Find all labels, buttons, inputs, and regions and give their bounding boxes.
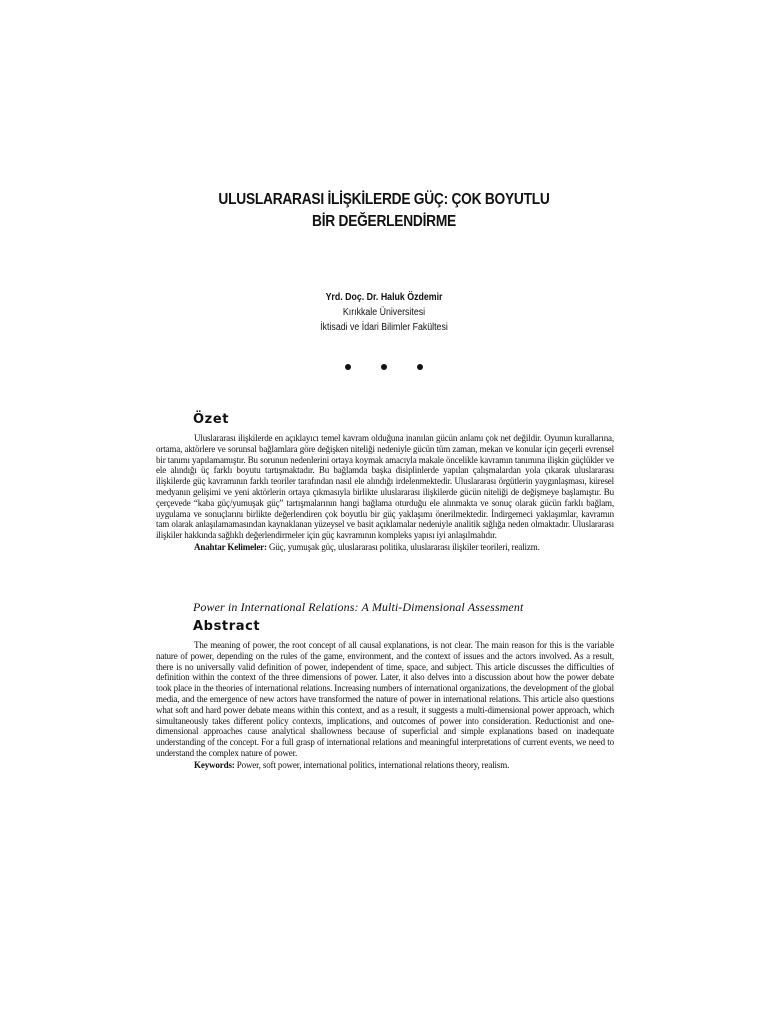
separator-dot	[345, 364, 351, 370]
section-separator-dots	[334, 364, 434, 370]
ozet-keywords	[156, 542, 614, 553]
abstract-paragraph: The meaning of power, the root concept of all causal explanations, is not clear. The main reason for this is the variable nature of power, depending on the rules of the game, environment, and the context of issues and the actors involved. As a result, there is no universally valid definition of power, independent of time, space, and subject. This article discusses the difficulties of definition within the context of the three dimensions of power. Later, it also delves into a discussion about how the power debate took place in the theories of international relations. Increasing numbers of international organizations, the development of the global media, and the emergence of new actors have transformed the nature of power in international relations. This article also questions what soft and hard power debate means within this context, and as a result, it suggests a multi-dimensional power approach, which simultaneously takes different policy contexts, implications, and outcomes of power into consideration. Reductionist and one-dimensional approaches cause analytical shallowness because of superficial and simple explanations based on inadequate understanding of the concept. For a full grasp of international relations and meaningful interpretations of current events, we need to understand the complex nature of power.	[156, 640, 614, 758]
ozet-body	[156, 433, 614, 553]
ozet-heading: Özet	[193, 412, 230, 427]
ozet-keywords-list: Güç, yumuşak güç, uluslararası politika, uluslararası ilişkiler teorileri, realizm.	[266, 541, 540, 552]
abstract-heading: Abstract	[193, 619, 261, 634]
abstract-keywords-list: Power, soft power, international politics, international relations theory, realism.	[234, 759, 510, 770]
english-title: Power in International Relations: A Multi-Dimensional Assessment	[193, 600, 524, 614]
author-faculty: İktisadi ve İdari Bilimler Fakültesi	[320, 322, 448, 333]
abstract-body	[156, 640, 614, 771]
author-university: Kırıkkale Üniversitesi	[342, 307, 426, 318]
author-name: Yrd. Doç. Dr. Haluk Özdemir	[325, 292, 443, 303]
separator-dot	[381, 364, 387, 370]
ozet-paragraph: Uluslararası ilişkilerde en açıklayıcı temel kavram olduğuna inanılan gücün anlamı çok net değildir. Oyunun kurallarına, ortama, aktörlere ve sorunsal bağlamlara göre değişken niteliği nedeniyle gücün tüm zaman, mekan ve konular için geçerli evrensel bir tanımı yapılamamıştır. Bu sorunun nedenlerini ortaya koymak amacıyla makale öncelikle kavramın tanımına ilişkin güçlükler ve ele alındığı üç farklı boyutu tartışmaktadır. Bu bağlamda başka disiplinlerde yapılan çalışmalardan yola çıkarak uluslararası ilişkilerde güç kavramının farklı teoriler tarafından nasıl ele alındığı irdelenmektedir. Uluslararası örgütlerin yaygınlaşması, küresel medyanın gelişimi ve yeni aktörlerin ortaya çıkmasıyla birlikte uluslararası ilişkilerde gücün niteliği de değişmeye başlamıştır. Bu çerçevede “kaba güç/yumuşak güç” tartışmalarının hangi bağlama oturduğu ele alınmakta ve sonuç olarak gücün farklı bağlam, uygulama ve sonuçlarını birlikte değerlendiren çok boyutlu bir güç yaklaşımı önerilmektedir. İndirgemeci yaklaşımlar, kavramın tam olarak anlaşılamamasından kaynaklanan yüzeysel ve basit açıklamalar nedeniyle analitik sığlığa neden olmaktadır. Uluslararası ilişkiler hakkında sağlıklı değerlendirmeler için güç kavramının kompleks yapısı iyi anlaşılmalıdır.	[156, 433, 614, 541]
ozet-keywords-label: Anahtar Kelimeler:	[194, 541, 267, 552]
paper-title	[140, 189, 628, 233]
author-block	[222, 290, 546, 335]
abstract-keywords-label: Keywords:	[194, 759, 235, 770]
paper-title-line-1: ULUSLARARASI İLİŞKİLERDE GÜÇ: ÇOK BOYUTLU	[218, 191, 550, 208]
separator-dot	[417, 364, 423, 370]
abstract-keywords	[156, 760, 614, 771]
paper-title-line-2: BİR DEĞERLENDİRME	[312, 213, 456, 230]
